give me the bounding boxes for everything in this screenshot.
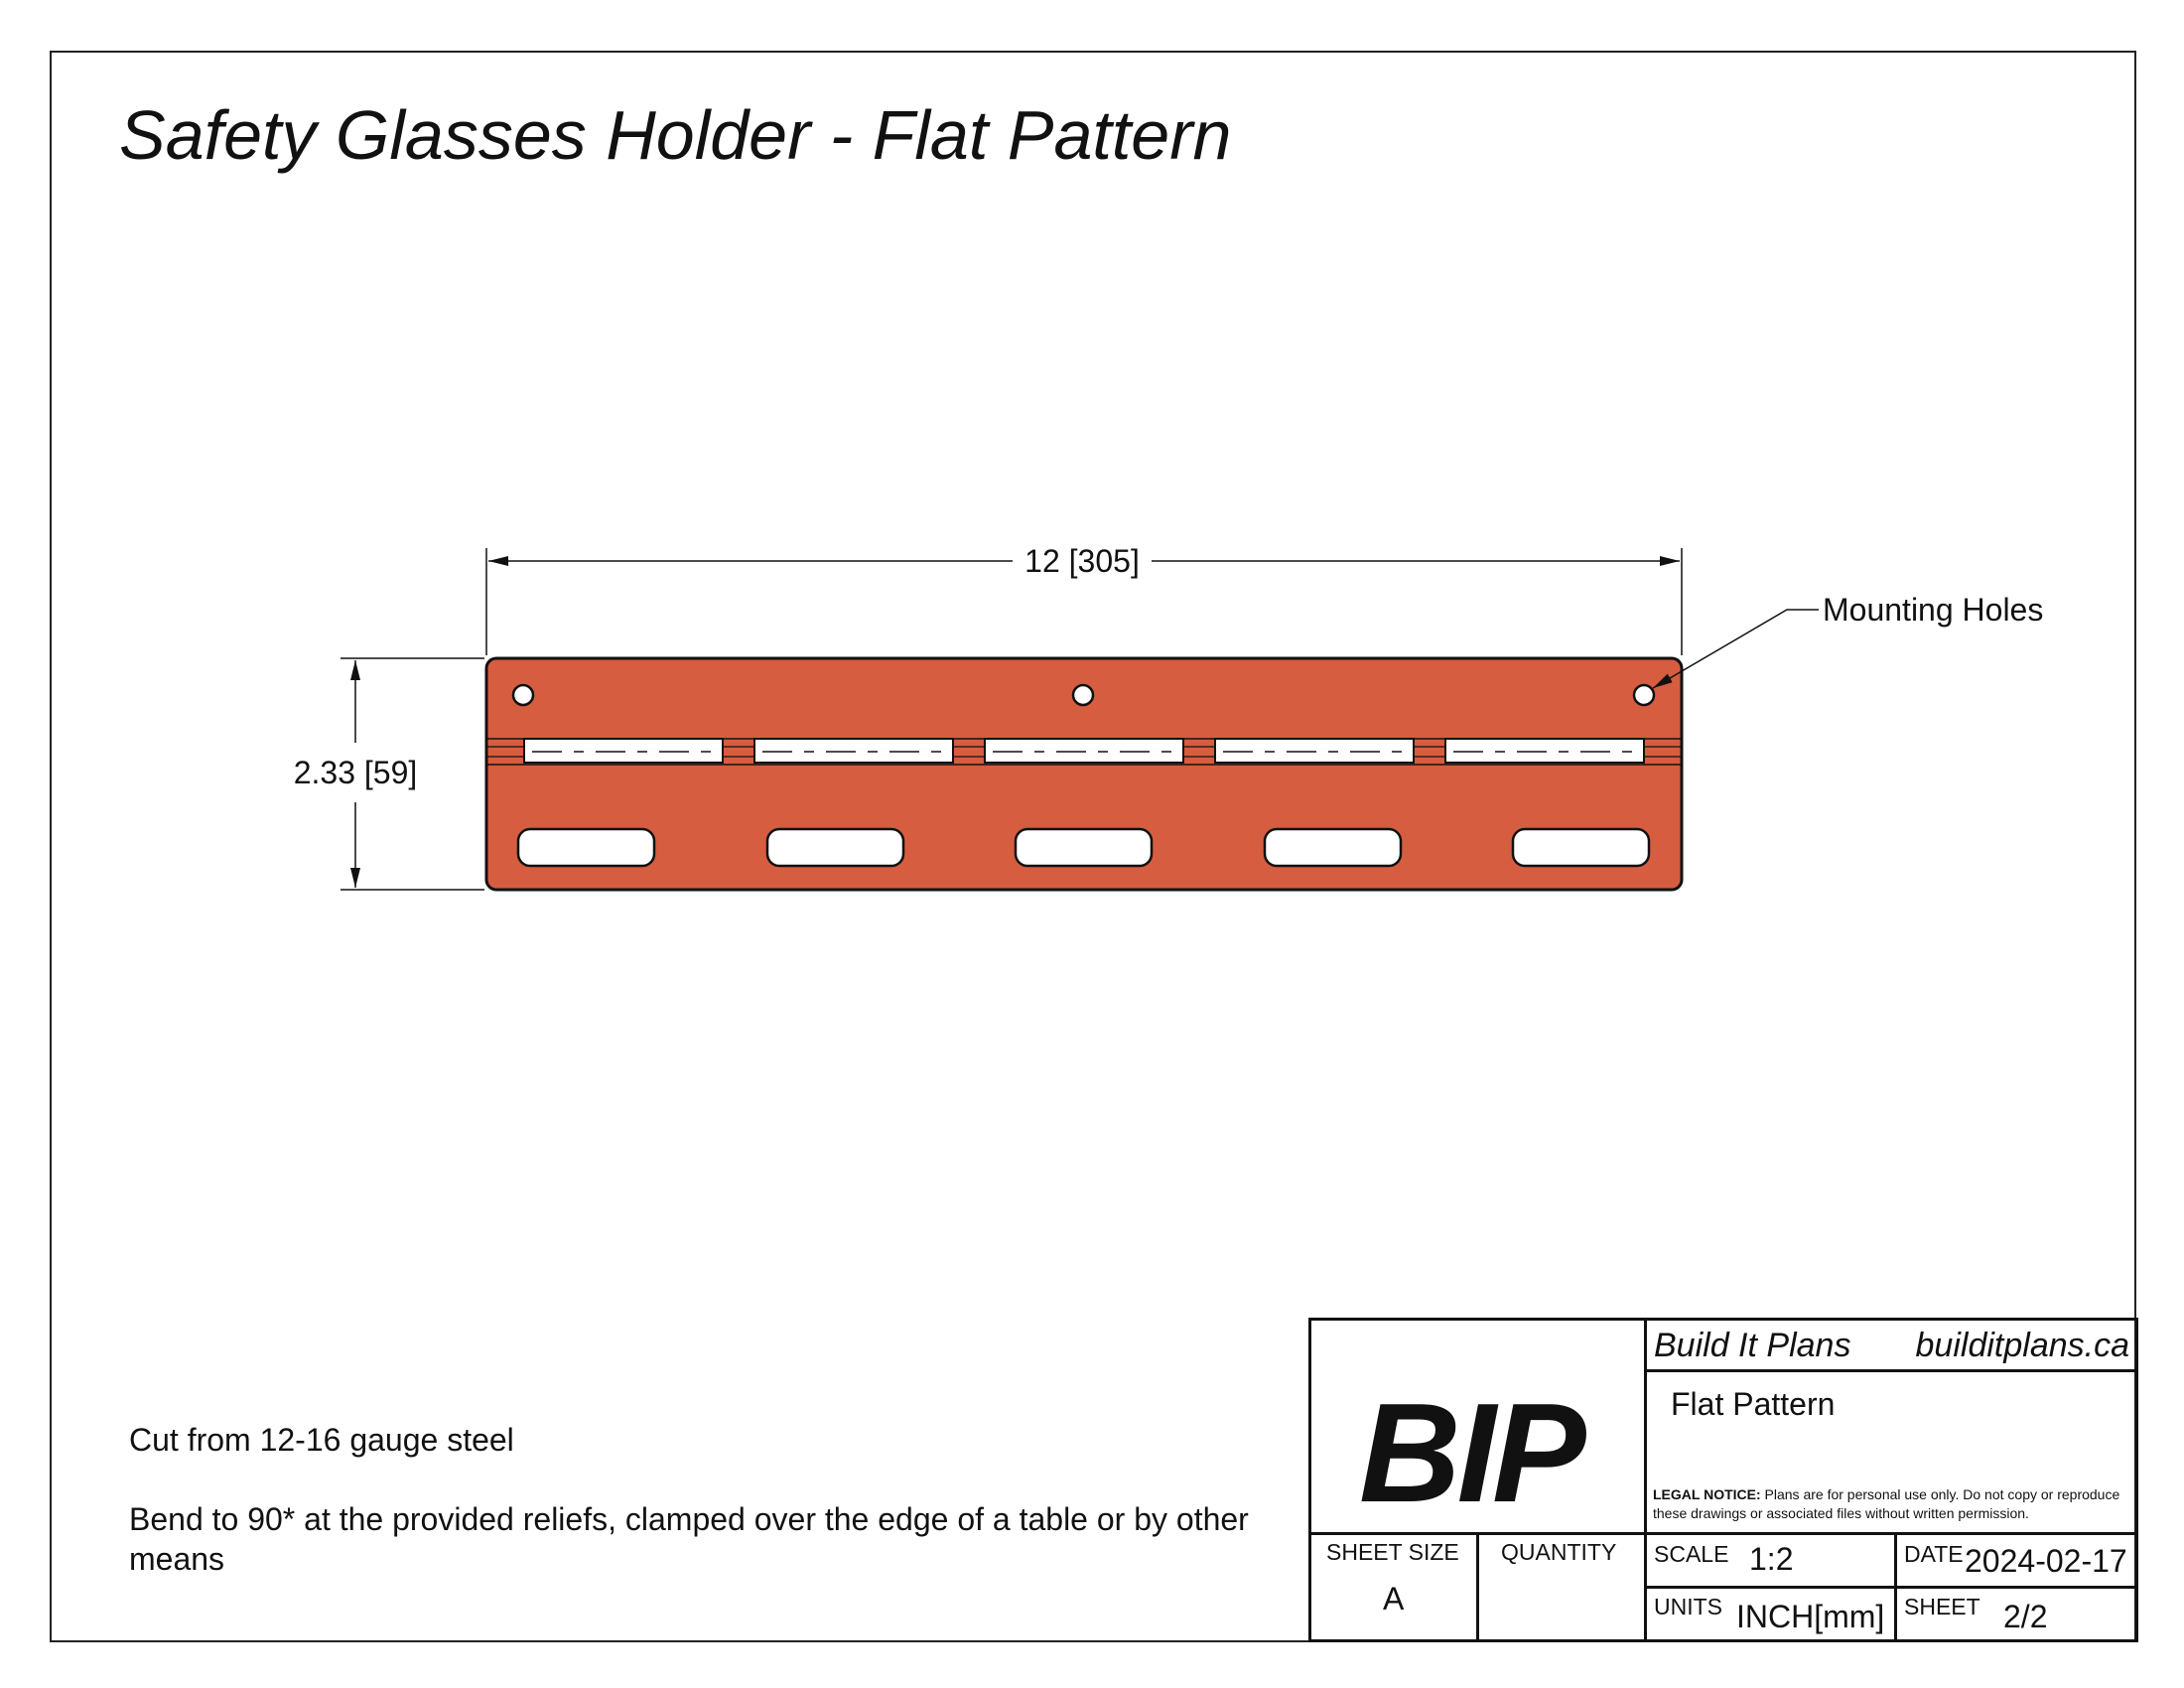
sheet-label: SHEET <box>1904 1594 1980 1619</box>
logo: BIP <box>1359 1374 1582 1532</box>
bend-relief <box>754 739 953 763</box>
bend-reliefs <box>524 739 1644 763</box>
bend-relief <box>985 739 1183 763</box>
drawing-title: Safety Glasses Holder - Flat Pattern <box>119 96 1232 174</box>
note-bending: Bend to 90* at the provided reliefs, clamped over the edge of a table or by other means <box>129 1501 1249 1577</box>
quantity-label: QUANTITY <box>1501 1539 1617 1565</box>
glasses-slot <box>767 829 903 866</box>
company-name: Build It Plans <box>1654 1327 1851 1364</box>
callout-label: Mounting Holes <box>1823 592 2044 628</box>
units-value: INCH[mm] <box>1736 1599 1885 1634</box>
mounting-hole <box>513 685 533 705</box>
units-label: UNITS <box>1654 1594 1722 1619</box>
glasses-slot <box>1016 829 1152 866</box>
glasses-slot <box>1265 829 1401 866</box>
drawing-name: Flat Pattern <box>1671 1386 1836 1422</box>
sheet-value: 2/2 <box>2003 1599 2048 1634</box>
mounting-hole <box>1073 685 1093 705</box>
legal-text: Plans are for personal use only. Do not copy or reproduce these drawings or associated files without written permission. <box>1653 1486 2120 1521</box>
date-value: 2024-02-17 <box>1965 1543 2127 1579</box>
date-label: DATE <box>1904 1541 1964 1567</box>
width-dimension-label: 12 [305] <box>1024 543 1140 579</box>
note-material: Cut from 12-16 gauge steel <box>129 1422 514 1458</box>
legal-label: LEGAL NOTICE: <box>1653 1486 1761 1502</box>
bend-relief <box>1215 739 1414 763</box>
sheet-size-value: A <box>1383 1581 1405 1617</box>
glasses-slot <box>1513 829 1649 866</box>
website: builditplans.ca <box>1915 1327 2129 1364</box>
sheet-size-label: SHEET SIZE <box>1326 1539 1459 1565</box>
scale-value: 1:2 <box>1749 1541 1794 1577</box>
glasses-slot <box>518 829 654 866</box>
bend-relief <box>524 739 723 763</box>
title-block <box>1308 1318 2138 1642</box>
bend-relief <box>1445 739 1644 763</box>
legal-notice <box>1653 1485 2129 1523</box>
mounting-hole <box>1634 685 1654 705</box>
scale-label: SCALE <box>1654 1541 1729 1567</box>
width-dimension <box>486 543 1682 655</box>
height-dimension-label: 2.33 [59] <box>293 755 418 790</box>
height-dimension <box>278 658 484 890</box>
mounting-holes-callout <box>1653 592 2043 688</box>
